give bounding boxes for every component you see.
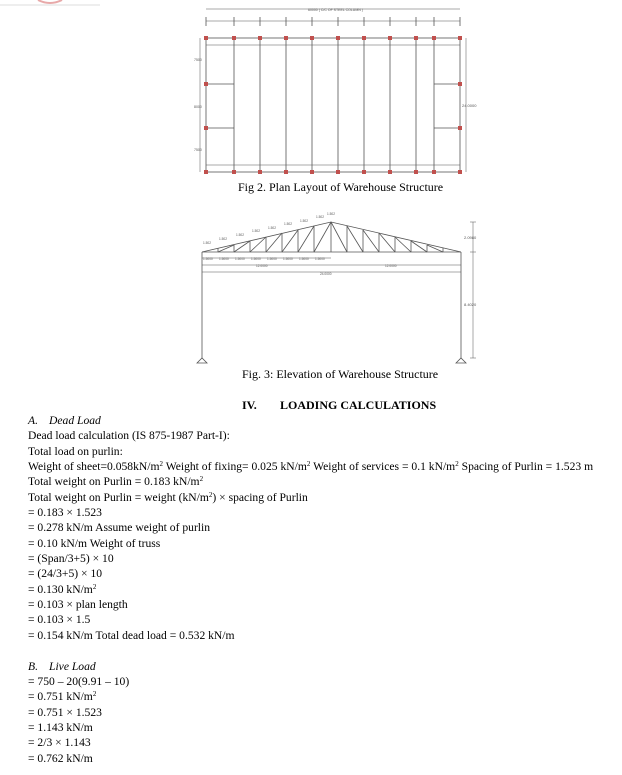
calc-line: = 750 – 20(9.91 – 10)	[28, 674, 130, 688]
calc-line: = 1.143 kN/m	[28, 720, 93, 734]
figure-3-caption: Fig. 3: Elevation of Warehouse Structure	[242, 367, 439, 381]
section-title: LOADING CALCULATIONS	[280, 398, 437, 412]
elevation-member-label: 1.502	[236, 233, 244, 237]
text-line: Total weight on Purlin = 0.183 $kN/m^2$	[28, 475, 204, 489]
elevation-member-label: 1.502	[327, 212, 335, 216]
figure-2-caption: Fig 2. Plan Layout of Warehouse Structure	[238, 180, 444, 194]
elevation-segment-label: 1.5000	[315, 257, 325, 261]
elevation-segment-label: 1.5000	[251, 257, 261, 261]
live-load-subheading: B. Live Load	[28, 659, 96, 673]
calc-line: = 0.10 kN/m Weight of truss	[28, 536, 161, 550]
calc-line: = 0.103 × plan length	[28, 598, 128, 612]
elevation-segment-label: 1.5000	[283, 257, 293, 261]
section-heading	[242, 398, 436, 413]
plan-right-dimension-label: 24.0000	[462, 103, 477, 108]
elevation-member-label: 1.502	[268, 226, 276, 230]
text-line: Dead load calculation (IS 875-1987 Part-I):	[28, 429, 230, 443]
weights-line: Weight of $sheet=0.058kN/m^2$ Weight of fixing= 0.025 $kN/m^2$ Weight of services = 0.1 $kN/m^2$ Spacing of Purlin = 1.523 m	[28, 460, 594, 474]
elevation-segment-label: 1.5000	[219, 257, 229, 261]
elevation-member-label: 1.502	[203, 241, 211, 245]
calc-line: = 0.154 kN/m Total dead load = 0.532 kN/m	[28, 628, 235, 642]
elevation-member-label: 1.502	[300, 219, 308, 223]
plan-left-label: 7500	[194, 148, 202, 152]
loading-calculations-body	[28, 413, 593, 766]
plan-top-dimension-label: 60000 ( C/C OF STEEL COLUMN )	[308, 8, 363, 12]
elevation-column-height-label: 8.4020	[464, 302, 477, 307]
calc-line: = 0.751 $kN/m^2$	[28, 690, 97, 704]
calc-line: = 0.278 kN/m Assume weight of purlin	[28, 521, 211, 535]
calc-line: = 0.762 kN/m	[28, 751, 93, 765]
calc-line: = 0.103 × 1.5	[28, 613, 91, 627]
calc-line: = (Span/3+5) × 10	[28, 552, 114, 566]
elevation-segment-label: 1.5000	[203, 257, 213, 261]
calc-line: = 0.130 $kN/m^2$	[28, 582, 97, 596]
elevation-span-label: 24.0000	[320, 272, 332, 276]
elevation-half-span-label: 12.0000	[256, 264, 268, 268]
plan-left-label: 7500	[194, 58, 202, 62]
text-line: Total load on purlin:	[28, 444, 123, 458]
plan-left-label: 8000	[194, 105, 202, 109]
dead-load-subheading: A. Dead Load	[28, 414, 101, 427]
calc-line: = 2/3 × 1.143	[28, 736, 91, 750]
calc-line: = (24/3+5) × 10	[28, 567, 103, 581]
elevation-figure	[0, 0, 622, 380]
elevation-segment-label: 1.5000	[299, 257, 309, 261]
elevation-rise-label: 2.0980	[464, 235, 477, 240]
elevation-segment-label: 1.5000	[267, 257, 277, 261]
elevation-member-label: 1.502	[219, 237, 227, 241]
calc-line: = 0.183 × 1.523	[28, 506, 102, 520]
formula-line: Total weight on Purlin = weight $(kN/m^2)$ × spacing of Purlin	[28, 490, 308, 504]
elevation-segment-label: 1.5000	[235, 257, 245, 261]
calc-line: = 0.751 × 1.523	[28, 705, 102, 719]
elevation-half-span-label: 12.0000	[385, 264, 397, 268]
elevation-member-label: 1.502	[284, 222, 292, 226]
section-number: IV.	[242, 398, 257, 412]
elevation-member-label: 1.502	[252, 229, 260, 233]
elevation-member-label: 1.502	[316, 215, 324, 219]
